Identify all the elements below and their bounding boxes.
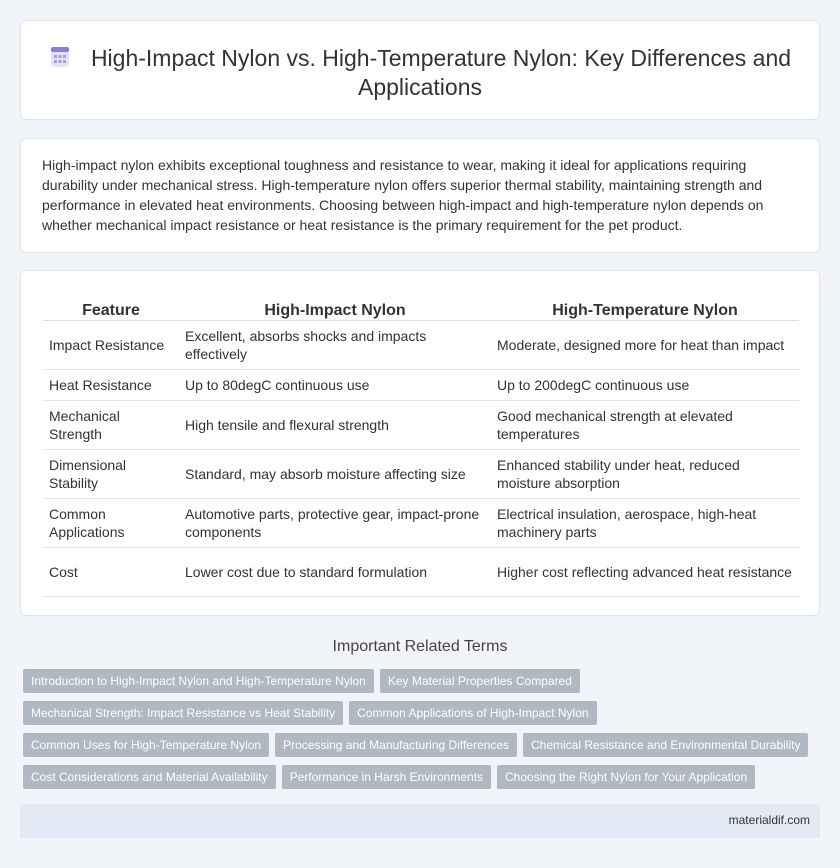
table-cell: Mechanical Strength: [43, 400, 179, 449]
tag-row: [23, 765, 823, 797]
table-cell: Heat Resistance: [43, 369, 179, 400]
table-row: [43, 369, 799, 400]
page-title-wrap: [41, 44, 799, 102]
related-term-tag[interactable]: Introduction to High-Impact Nylon and High-Temperature Nylon: [23, 669, 374, 693]
table-cell: Dimensional Stability: [43, 449, 179, 498]
table-row: [43, 320, 799, 369]
table-header-feature: Feature: [43, 298, 179, 320]
table-cell: Standard, may absorb moisture affecting size: [179, 449, 491, 498]
table-cell: Impact Resistance: [43, 320, 179, 369]
footer-site-link[interactable]: materialdif.com: [728, 813, 810, 827]
table-row: [43, 449, 799, 498]
table-row: [43, 547, 799, 596]
related-terms-list: [23, 669, 823, 797]
table-cell: Automotive parts, protective gear, impact-prone components: [179, 498, 491, 547]
table-cell: Excellent, absorbs shocks and impacts effectively: [179, 320, 491, 369]
header-card: [20, 20, 820, 120]
table-cell: Cost: [43, 547, 179, 596]
related-term-tag[interactable]: Cost Considerations and Material Availability: [23, 765, 276, 789]
table-cell: Common Applications: [43, 498, 179, 547]
related-term-tag[interactable]: Processing and Manufacturing Differences: [275, 733, 517, 757]
table-cell: Up to 80degC continuous use: [179, 369, 491, 400]
table-cell: Up to 200degC continuous use: [491, 369, 799, 400]
table-cell: Lower cost due to standard formulation: [179, 547, 491, 596]
related-term-tag[interactable]: Mechanical Strength: Impact Resistance vs Heat Stability: [23, 701, 343, 725]
intro-text: High-impact nylon exhibits exceptional toughness and resistance to wear, making it ideal for applications requiring durability under mechanical stress. High-temperature nylon offers superior thermal stability, maintaining strength and performance in elevated heat environments. Choosing between high-impact and high-temperature nylon depends on whether mechanical impact resistance or heat resistance is the primary requirement for the pet product.: [42, 157, 764, 233]
tag-row: [23, 669, 823, 701]
related-terms-title: Important Related Terms: [332, 638, 508, 655]
document-icon: [49, 46, 71, 68]
intro-card: [20, 138, 820, 253]
related-term-tag[interactable]: Common Uses for High-Temperature Nylon: [23, 733, 269, 757]
tag-row: [23, 733, 823, 765]
related-term-tag[interactable]: Performance in Harsh Environments: [282, 765, 491, 789]
table-cell: High tensile and flexural strength: [179, 400, 491, 449]
table-row: [43, 400, 799, 449]
table-cell: Electrical insulation, aerospace, high-heat machinery parts: [491, 498, 799, 547]
table-cell: Enhanced stability under heat, reduced moisture absorption: [491, 449, 799, 498]
table-cell: Moderate, designed more for heat than impact: [491, 320, 799, 369]
tag-row: [23, 701, 823, 733]
table-header-high-impact: High-Impact Nylon: [179, 298, 491, 320]
related-term-tag[interactable]: Choosing the Right Nylon for Your Application: [497, 765, 755, 789]
table-cell: Higher cost reflecting advanced heat resistance: [491, 547, 799, 596]
table-cell: Good mechanical strength at elevated temperatures: [491, 400, 799, 449]
comparison-card: [20, 270, 820, 616]
footer-bar: [20, 804, 820, 838]
table-header-high-temperature: High-Temperature Nylon: [491, 298, 799, 320]
page-title: High-Impact Nylon vs. High-Temperature Nylon: Key Differences and Applications: [90, 45, 792, 100]
related-term-tag[interactable]: Common Applications of High-Impact Nylon: [349, 701, 596, 725]
table-row: [43, 498, 799, 547]
table-header-row: [43, 298, 799, 320]
comparison-table: [43, 298, 799, 597]
related-term-tag[interactable]: Key Material Properties Compared: [380, 669, 580, 693]
related-term-tag[interactable]: Chemical Resistance and Environmental Durability: [523, 733, 808, 757]
